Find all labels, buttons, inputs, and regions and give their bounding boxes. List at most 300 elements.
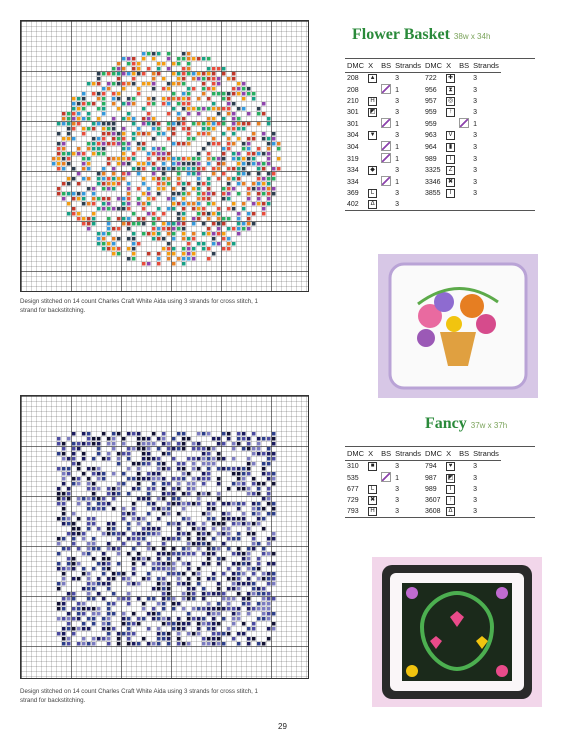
stitch-cell: [147, 492, 151, 496]
flower-basket-key-cell-dmc2: 963: [424, 132, 437, 139]
stitch-cell: [177, 442, 181, 446]
stitch-cell: [127, 147, 131, 151]
stitch-cell: [152, 617, 156, 621]
fancy-key-cell-x2: [444, 495, 457, 506]
stitch-cell: [257, 602, 261, 606]
stitch-cell: [102, 152, 106, 156]
flower-basket-key-cell-x: [366, 165, 379, 176]
stitch-cell: [77, 532, 81, 536]
stitch-cell: [182, 227, 186, 231]
stitch-cell: [187, 132, 191, 136]
stitch-cell: [87, 507, 91, 511]
stitch-cell: [142, 497, 146, 501]
stitch-cell: [172, 497, 176, 501]
stitch-cell: [107, 562, 111, 566]
stitch-cell: [142, 452, 146, 456]
stitch-cell: [117, 227, 121, 231]
stitch-cell: [247, 462, 251, 466]
stitch-cell: [107, 502, 111, 506]
stitch-cell: [162, 177, 166, 181]
stitch-cell: [242, 432, 246, 436]
stitch-cell: [242, 472, 246, 476]
stitch-cell: [97, 172, 101, 176]
stitch-cell: [62, 547, 66, 551]
stitch-cell: [217, 437, 221, 441]
stitch-cell: [212, 517, 216, 521]
stitch-cell: [217, 167, 221, 171]
stitch-cell: [92, 202, 96, 206]
stitch-cell: [187, 517, 191, 521]
stitch-cell: [257, 542, 261, 546]
stitch-cell: [57, 487, 61, 491]
stitch-cell: [107, 202, 111, 206]
stitch-cell: [77, 112, 81, 116]
stitch-cell: [197, 217, 201, 221]
flower-basket-key-cell-bs: [379, 176, 393, 188]
stitch-cell: [167, 167, 171, 171]
stitch-cell: [167, 182, 171, 186]
stitch-cell: [152, 482, 156, 486]
stitch-cell: [82, 612, 86, 616]
stitch-cell: [267, 202, 271, 206]
stitch-cell: [247, 492, 251, 496]
stitch-cell: [182, 642, 186, 646]
stitch-cell: [92, 122, 96, 126]
stitch-cell: [117, 492, 121, 496]
stitch-cell: [72, 197, 76, 201]
stitch-cell: [57, 492, 61, 496]
stitch-cell: [187, 617, 191, 621]
stitch-cell: [72, 192, 76, 196]
stitch-cell: [242, 572, 246, 576]
stitch-cell: [232, 552, 236, 556]
stitch-cell: [207, 257, 211, 261]
stitch-cell: [207, 472, 211, 476]
stitch-cell: [222, 557, 226, 561]
flower-basket-key-cell-x: [366, 153, 379, 165]
stitch-cell: [147, 512, 151, 516]
stitch-cell: [197, 627, 201, 631]
fancy-key-cell-dmc2: 987: [424, 474, 437, 482]
stitch-cell: [262, 187, 266, 191]
stitch-cell: [207, 122, 211, 126]
stitch-cell: [122, 67, 126, 71]
stitch-cell: [227, 92, 231, 96]
fancy-key-cell-bs2: [457, 506, 471, 517]
stitch-cell: [102, 627, 106, 631]
stitch-cell: [147, 187, 151, 191]
stitch-cell: [182, 237, 186, 241]
stitch-cell: [142, 447, 146, 451]
stitch-cell: [187, 597, 191, 601]
stitch-cell: [132, 252, 136, 256]
stitch-cell: [102, 552, 106, 556]
stitch-cell: [77, 447, 81, 451]
table-row: [345, 130, 501, 141]
stitch-cell: [227, 467, 231, 471]
stitch-cell: [147, 457, 151, 461]
stitch-cell: [97, 547, 101, 551]
stitch-cell: [167, 112, 171, 116]
stitch-cell: [92, 567, 96, 571]
stitch-cell: [122, 222, 126, 226]
fancy-key-cell-x2: [444, 506, 457, 517]
stitch-cell: [122, 147, 126, 151]
stitch-cell: [157, 72, 161, 76]
stitch-cell: [257, 557, 261, 561]
stitch-cell: [112, 67, 116, 71]
stitch-cell: [112, 572, 116, 576]
stitch-cell: [242, 92, 246, 96]
stitch-cell: [122, 217, 126, 221]
stitch-cell: [232, 637, 236, 641]
stitch-cell: [72, 207, 76, 211]
stitch-cell: [232, 472, 236, 476]
stitch-cell: [162, 587, 166, 591]
stitch-cell: [252, 522, 256, 526]
stitch-cell: [202, 637, 206, 641]
stitch-cell: [217, 442, 221, 446]
flower-basket-key-cell-x2: [444, 188, 457, 199]
stitch-cell: [257, 147, 261, 151]
stitch-cell: [247, 547, 251, 551]
stitch-cell: [172, 207, 176, 211]
stitch-cell: [272, 142, 276, 146]
stitch-cell: [257, 152, 261, 156]
stitch-cell: [212, 102, 216, 106]
stitch-cell: [67, 457, 71, 461]
stitch-cell: [87, 577, 91, 581]
stitch-cell: [67, 622, 71, 626]
flower-basket-key-header-6: BS: [457, 59, 471, 73]
stitch-cell: [217, 67, 221, 71]
table-row: [345, 461, 501, 473]
stitch-cell: [142, 232, 146, 236]
flower-basket-caption: Design stitched on 14 count Charles Craft White Aida using 3 strands for cross stitch, 1 strand for backstitching.: [20, 298, 258, 314]
stitch-cell: [67, 467, 71, 471]
stitch-cell: [87, 157, 91, 161]
stitch-cell: [112, 242, 116, 246]
stitch-cell: [242, 522, 246, 526]
fancy-key-header-6: BS: [457, 447, 471, 461]
stitch-cell: [147, 197, 151, 201]
stitch-cell: [237, 487, 241, 491]
stitch-cell: [67, 547, 71, 551]
stitch-cell: [122, 72, 126, 76]
stitch-cell: [257, 197, 261, 201]
stitch-cell: [57, 567, 61, 571]
flower-basket-key-cell-bs: [379, 141, 393, 153]
stitch-cell: [97, 437, 101, 441]
stitch-cell: [217, 457, 221, 461]
stitch-cell: [202, 87, 206, 91]
stitch-cell: [87, 522, 91, 526]
stitch-cell: [87, 482, 91, 486]
stitch-cell: [177, 217, 181, 221]
stitch-cell: [167, 127, 171, 131]
stitch-cell: [142, 177, 146, 181]
stitch-cell: [212, 157, 216, 161]
stitch-cell: [217, 77, 221, 81]
stitch-cell: [97, 592, 101, 596]
stitch-cell: [252, 532, 256, 536]
flower-basket-key-cell-strands: 3: [395, 201, 400, 208]
stitch-cell: [237, 92, 241, 96]
stitch-cell: [137, 142, 141, 146]
stitch-cell: [62, 157, 66, 161]
stitch-cell: [212, 202, 216, 206]
stitch-cell: [252, 622, 256, 626]
stitch-cell: [272, 562, 276, 566]
stitch-cell: [182, 207, 186, 211]
stitch-cell: [257, 177, 261, 181]
stitch-cell: [87, 607, 91, 611]
stitch-cell: [227, 602, 231, 606]
flower-basket-key-cell-x: [366, 188, 379, 199]
stitch-cell: [187, 192, 191, 196]
stitch-cell: [262, 132, 266, 136]
stitch-cell: [82, 622, 86, 626]
stitch-cell: [117, 247, 121, 251]
stitch-cell: [262, 612, 266, 616]
stitch-cell: [87, 162, 91, 166]
stitch-cell: [132, 567, 136, 571]
stitch-cell: [97, 97, 101, 101]
stitch-cell: [197, 527, 201, 531]
stitch-cell: [202, 552, 206, 556]
stitch-cell: [137, 477, 141, 481]
stitch-symbol-icon: L: [368, 189, 377, 198]
fancy-key-cell-x: [366, 484, 379, 495]
stitch-cell: [222, 457, 226, 461]
fancy-key-header-1: X: [366, 447, 379, 461]
flower-basket-key-cell-bs: [379, 107, 393, 118]
stitch-cell: [192, 202, 196, 206]
stitch-cell: [147, 547, 151, 551]
stitch-cell: [102, 572, 106, 576]
stitch-cell: [272, 177, 276, 181]
stitch-cell: [187, 437, 191, 441]
stitch-cell: [122, 202, 126, 206]
stitch-cell: [112, 447, 116, 451]
stitch-cell: [77, 182, 81, 186]
stitch-cell: [117, 137, 121, 141]
stitch-cell: [212, 142, 216, 146]
stitch-cell: [92, 102, 96, 106]
stitch-cell: [127, 602, 131, 606]
stitch-cell: [247, 172, 251, 176]
stitch-cell: [272, 482, 276, 486]
stitch-cell: [267, 177, 271, 181]
stitch-cell: [242, 487, 246, 491]
stitch-cell: [147, 477, 151, 481]
stitch-cell: [197, 537, 201, 541]
stitch-cell: [142, 637, 146, 641]
stitch-cell: [177, 602, 181, 606]
stitch-cell: [117, 457, 121, 461]
stitch-cell: [202, 472, 206, 476]
stitch-cell: [127, 552, 131, 556]
stitch-cell: [247, 527, 251, 531]
stitch-cell: [117, 487, 121, 491]
stitch-cell: [237, 432, 241, 436]
stitch-cell: [142, 147, 146, 151]
stitch-cell: [167, 492, 171, 496]
stitch-cell: [167, 632, 171, 636]
stitch-cell: [167, 152, 171, 156]
stitch-cell: [137, 532, 141, 536]
stitch-cell: [72, 567, 76, 571]
stitch-cell: [92, 612, 96, 616]
stitch-cell: [267, 562, 271, 566]
stitch-cell: [207, 612, 211, 616]
stitch-cell: [172, 457, 176, 461]
flower-basket-key-cell-x2: [444, 176, 457, 188]
stitch-cell: [97, 487, 101, 491]
flower-basket-key-cell-bs2: [457, 96, 471, 107]
backstitch-icon: [381, 84, 391, 94]
stitch-cell: [237, 217, 241, 221]
stitch-cell: [57, 602, 61, 606]
table-row: [345, 153, 501, 165]
stitch-cell: [222, 192, 226, 196]
stitch-cell: [172, 622, 176, 626]
stitch-cell: [232, 157, 236, 161]
stitch-cell: [152, 222, 156, 226]
stitch-cell: [207, 532, 211, 536]
stitch-symbol-icon: ⧗: [446, 86, 455, 95]
stitch-cell: [197, 632, 201, 636]
stitch-cell: [157, 182, 161, 186]
stitch-cell: [82, 497, 86, 501]
stitch-cell: [247, 437, 251, 441]
stitch-cell: [107, 87, 111, 91]
stitch-cell: [197, 187, 201, 191]
stitch-symbol-icon: Z: [446, 166, 455, 175]
stitch-cell: [82, 102, 86, 106]
stitch-cell: [237, 477, 241, 481]
stitch-cell: [112, 487, 116, 491]
stitch-cell: [207, 87, 211, 91]
fancy-pillow-image: [372, 557, 542, 707]
stitch-cell: [227, 187, 231, 191]
stitch-cell: [132, 137, 136, 141]
stitch-cell: [127, 457, 131, 461]
stitch-cell: [97, 477, 101, 481]
stitch-cell: [262, 152, 266, 156]
flower-basket-key-cell-strands: 3: [395, 190, 400, 197]
stitch-cell: [162, 537, 166, 541]
stitch-cell: [112, 132, 116, 136]
stitch-cell: [187, 162, 191, 166]
stitch-cell: [252, 587, 256, 591]
stitch-cell: [272, 187, 276, 191]
flower-basket-key-cell-strands2: 3: [473, 143, 477, 151]
stitch-cell: [242, 467, 246, 471]
stitch-cell: [127, 432, 131, 436]
stitch-cell: [137, 642, 141, 646]
stitch-cell: [267, 637, 271, 641]
stitch-cell: [142, 142, 146, 146]
stitch-cell: [127, 447, 131, 451]
stitch-cell: [187, 487, 191, 491]
stitch-cell: [132, 512, 136, 516]
stitch-cell: [157, 552, 161, 556]
stitch-cell: [157, 577, 161, 581]
stitch-cell: [277, 142, 281, 146]
stitch-cell: [262, 177, 266, 181]
stitch-cell: [167, 247, 171, 251]
stitch-cell: [252, 477, 256, 481]
stitch-cell: [147, 597, 151, 601]
stitch-cell: [167, 157, 171, 161]
stitch-cell: [107, 577, 111, 581]
stitch-cell: [172, 572, 176, 576]
stitch-cell: [147, 97, 151, 101]
stitch-cell: [212, 462, 216, 466]
stitch-cell: [222, 542, 226, 546]
stitch-cell: [207, 247, 211, 251]
stitch-cell: [152, 117, 156, 121]
stitch-cell: [192, 502, 196, 506]
stitch-cell: [162, 577, 166, 581]
stitch-cell: [177, 537, 181, 541]
stitch-cell: [172, 447, 176, 451]
stitch-cell: [102, 112, 106, 116]
stitch-cell: [202, 482, 206, 486]
stitch-cell: [157, 562, 161, 566]
stitch-cell: [237, 642, 241, 646]
stitch-cell: [192, 232, 196, 236]
stitch-cell: [117, 107, 121, 111]
stitch-cell: [202, 522, 206, 526]
stitch-cell: [177, 112, 181, 116]
fancy-key-cell-x2: [444, 472, 457, 484]
stitch-cell: [82, 627, 86, 631]
stitch-cell: [82, 132, 86, 136]
stitch-cell: [182, 217, 186, 221]
stitch-cell: [162, 487, 166, 491]
stitch-cell: [82, 587, 86, 591]
stitch-cell: [117, 642, 121, 646]
stitch-cell: [72, 627, 76, 631]
stitch-cell: [107, 542, 111, 546]
stitch-cell: [117, 547, 121, 551]
stitch-cell: [217, 122, 221, 126]
fancy-caption: Design stitched on 14 count Charles Craft White Aida using 3 strands for cross stitch, 1 strand for backstitching.: [20, 688, 258, 704]
stitch-cell: [122, 157, 126, 161]
stitch-cell: [132, 547, 136, 551]
stitch-cell: [172, 197, 176, 201]
stitch-cell: [122, 572, 126, 576]
stitch-cell: [132, 582, 136, 586]
stitch-cell: [117, 207, 121, 211]
stitch-cell: [192, 222, 196, 226]
stitch-cell: [257, 502, 261, 506]
stitch-cell: [112, 92, 116, 96]
stitch-cell: [77, 517, 81, 521]
stitch-cell: [267, 572, 271, 576]
stitch-cell: [272, 612, 276, 616]
stitch-cell: [177, 642, 181, 646]
stitch-cell: [92, 137, 96, 141]
stitch-cell: [167, 642, 171, 646]
stitch-cell: [117, 182, 121, 186]
stitch-cell: [102, 617, 106, 621]
stitch-cell: [242, 557, 246, 561]
stitch-cell: [267, 192, 271, 196]
stitch-cell: [127, 72, 131, 76]
